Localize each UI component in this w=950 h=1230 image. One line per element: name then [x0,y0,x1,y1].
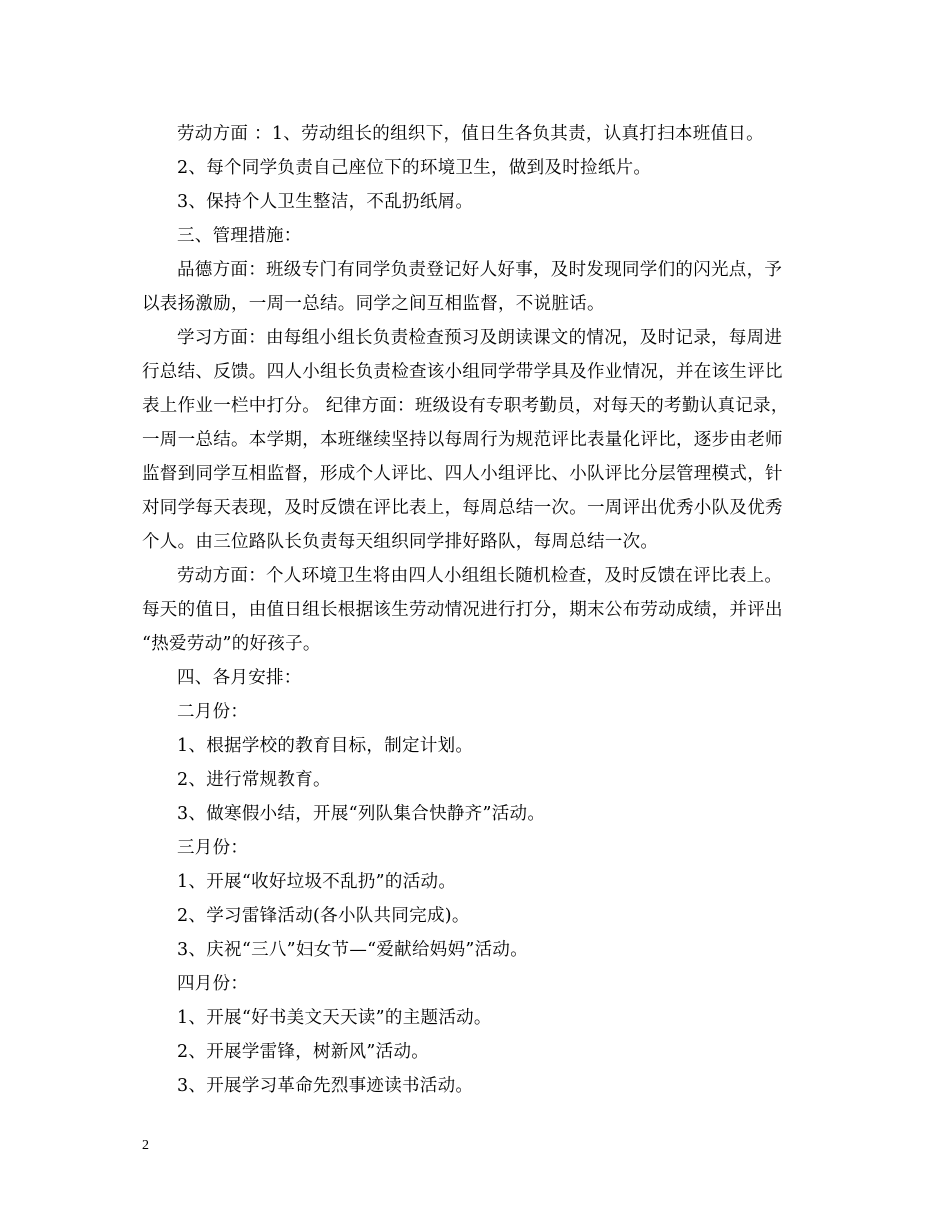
text-line: 品德方面：班级专门有同学负责登记好人好事，及时发现同学们的闪光点，予 [177,260,783,280]
text-line: 以表扬激励，一周一总结。同学之间互相监督，不说脏话。 [142,294,605,314]
text-line: 四月份： [177,974,249,994]
text-line: 监督到同学互相监督，形成个人评比、四人小组评比、小队评比分层管理模式，针 [142,464,783,484]
text-line: 个人。由三位路队长负责每天组织同学排好路队，每周总结一次。 [142,532,659,552]
text-line: 二月份： [177,702,249,722]
text-line: 3、保持个人卫生整洁，不乱扔纸屑。 [177,192,474,212]
text-line: 2、每个同学负责自己座位下的环境卫生，做到及时捡纸片。 [177,158,652,178]
text-line: 学习方面：由每组小组长负责检查预习及朗读课文的情况，及时记录，每周进 [177,328,783,348]
text-line: 劳动方面 ：1、劳动组长的组织下，值日生各负其责，认真打扫本班值日。 [177,124,764,144]
text-line: 每天的值日，由值日组长根据该生劳动情况进行打分，期末公布劳动成绩，并评出 [142,600,783,620]
text-line: 劳动方面：个人环境卫生将由四人小组组长随机检查，及时反馈在评比表上。 [177,566,783,586]
text-line: 2、进行常规教育。 [177,770,331,790]
text-line: 四、各月安排： [177,668,302,688]
text-line: 一周一总结。本学期，本班继续坚持以每周行为规范评比表量化评比，逐步由老师 [142,430,783,450]
text-line: 行总结、反馈。四人小组长负责检查该小组同学带学具及作业情况，并在该生评比 [142,362,783,382]
page-number: 2 [142,1138,149,1153]
text-line: 对同学每天表现，及时反馈在评比表上，每周总结一次。一周评出优秀小队及优秀 [142,498,783,518]
text-line: 1、开展“收好垃圾不乱扔”的活动。 [177,872,457,892]
text-line: “热爱劳动”的好孩子。 [142,634,321,654]
text-line: 表上作业一栏中打分。 纪律方面：班级设有专职考勤员，对每天的考勤认真记录， [142,396,789,416]
text-line: 2、开展学雷锋，树新风”活动。 [177,1042,430,1062]
text-line: 1、根据学校的教育目标，制定计划。 [177,736,474,756]
text-line: 3、开展学习革命先烈事迹读书活动。 [177,1076,474,1096]
document-body [142,117,810,1103]
text-line: 三、管理措施： [177,226,302,246]
text-line: 3、庆祝“三八”妇女节—“爱献给妈妈”活动。 [177,940,529,960]
text-line: 3、做寒假小结，开展“列队集合快静齐”活动。 [177,804,546,824]
text-line: 2、学习雷锋活动(各小队共同完成)。 [177,906,470,926]
text-line: 三月份： [177,838,249,858]
text-line: 1、开展“好书美文天天读”的主题活动。 [177,1008,492,1028]
